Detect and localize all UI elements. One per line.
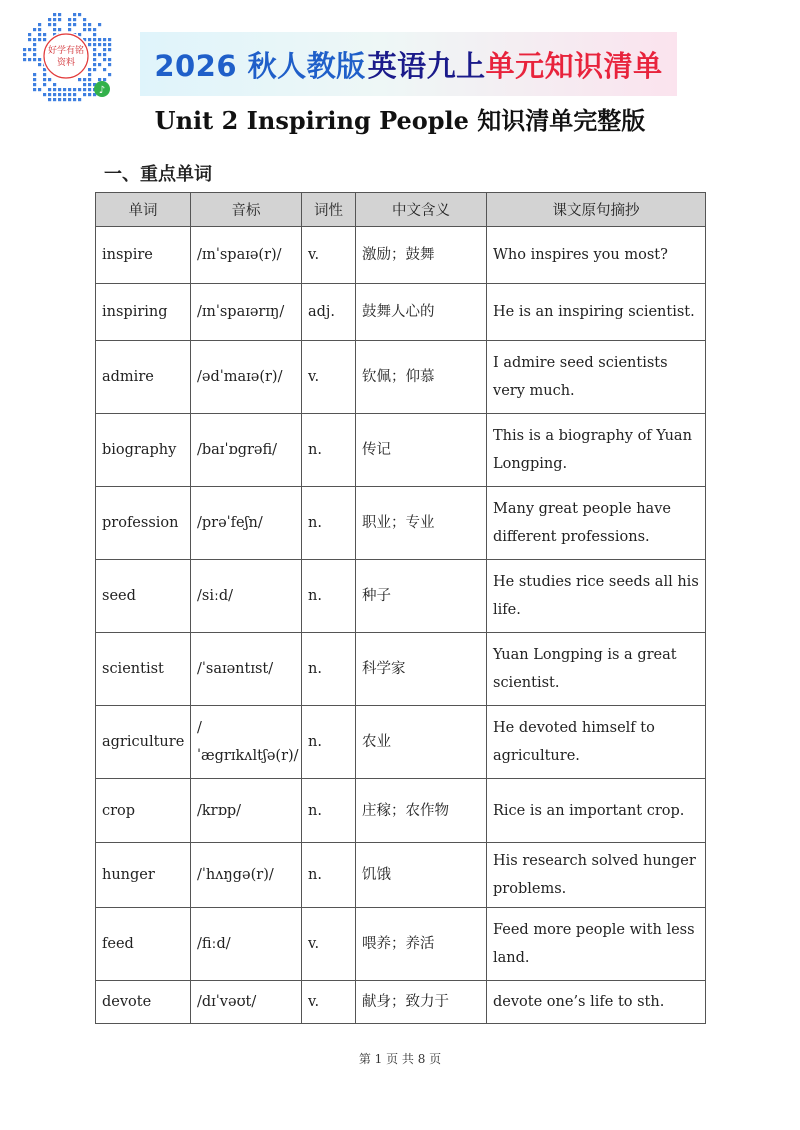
- word-cell: scientist: [96, 633, 191, 706]
- qr-dot: [63, 88, 66, 91]
- qr-dot: [73, 23, 76, 26]
- phonetic-cell: /ˈsaɪəntɪst/: [191, 633, 302, 706]
- qr-dot: [83, 23, 86, 26]
- qr-dot: [23, 48, 26, 51]
- pos-cell: adj.: [302, 284, 356, 341]
- phonetic-cell: /ədˈmaɪə(r)/: [191, 341, 302, 414]
- qr-dot: [98, 23, 101, 26]
- qr-dot: [93, 38, 96, 41]
- qr-dot: [88, 78, 91, 81]
- meaning-cell: 科学家: [356, 633, 487, 706]
- qr-dot: [108, 43, 111, 46]
- qr-dot: [98, 78, 101, 81]
- qr-dot: [83, 93, 86, 96]
- word-cell: profession: [96, 487, 191, 560]
- table-row: [96, 633, 706, 706]
- meaning-cell: 喂养；养活: [356, 908, 487, 981]
- table-row: [96, 341, 706, 414]
- qr-dot: [38, 58, 41, 61]
- qr-dot: [28, 33, 31, 36]
- table-row: [96, 487, 706, 560]
- word-cell: hunger: [96, 843, 191, 908]
- phonetic-cell: /dɪˈvəʊt/: [191, 981, 302, 1024]
- sentence-cell: Many great people have different professions.: [487, 487, 706, 560]
- phonetic-cell: /siːd/: [191, 560, 302, 633]
- pos-cell: v.: [302, 908, 356, 981]
- qr-dot: [53, 23, 56, 26]
- qr-dot: [73, 18, 76, 21]
- qr-dot: [43, 93, 46, 96]
- qr-dot: [48, 88, 51, 91]
- meaning-cell: 种子: [356, 560, 487, 633]
- qr-dot: [58, 88, 61, 91]
- meaning-cell: 职业；专业: [356, 487, 487, 560]
- sentence-cell: This is a biography of Yuan Longping.: [487, 414, 706, 487]
- sentence-cell: Who inspires you most?: [487, 227, 706, 284]
- qr-dot: [108, 48, 111, 51]
- qr-dot: [28, 48, 31, 51]
- pos-cell: n.: [302, 414, 356, 487]
- meaning-cell: 鼓舞人心的: [356, 284, 487, 341]
- table-row: [96, 227, 706, 284]
- qr-dot: [68, 93, 71, 96]
- qr-dot: [98, 63, 101, 66]
- sentence-cell: Yuan Longping is a great scientist.: [487, 633, 706, 706]
- phonetic-cell: /ˈhʌŋgə(r)/: [191, 843, 302, 908]
- meaning-cell: 传记: [356, 414, 487, 487]
- qr-dot: [38, 88, 41, 91]
- qr-dot: [83, 83, 86, 86]
- qr-dot: [83, 78, 86, 81]
- phonetic-cell: /fiːd/: [191, 908, 302, 981]
- qr-dot: [93, 43, 96, 46]
- qr-dot: [48, 23, 51, 26]
- qr-dot: [28, 58, 31, 61]
- phonetic-cell: /baɪˈɒgrəfi/: [191, 414, 302, 487]
- header-phonetic: 音标: [191, 193, 302, 227]
- qr-dot: [53, 13, 56, 16]
- qr-dot: [73, 93, 76, 96]
- pos-cell: n.: [302, 843, 356, 908]
- table-row: [96, 981, 706, 1024]
- table-header-row: [96, 193, 706, 227]
- pos-cell: n.: [302, 779, 356, 843]
- qr-dot: [43, 38, 46, 41]
- phonetic-cell: /ˈægrɪkʌltʃə(r)/: [191, 706, 302, 779]
- qr-dot: [33, 38, 36, 41]
- qr-dot: [23, 53, 26, 56]
- sentence-cell: I admire seed scientists very much.: [487, 341, 706, 414]
- qr-dot: [33, 88, 36, 91]
- qr-dot: [88, 23, 91, 26]
- vocabulary-table: [95, 192, 706, 1024]
- qr-dot: [103, 48, 106, 51]
- qr-dot: [93, 68, 96, 71]
- pos-cell: v.: [302, 981, 356, 1024]
- header-sentence: 课文原句摘抄: [487, 193, 706, 227]
- pos-cell: n.: [302, 560, 356, 633]
- qr-dot: [68, 28, 71, 31]
- qr-dot: [103, 43, 106, 46]
- qr-dot: [58, 18, 61, 21]
- qr-dot: [93, 63, 96, 66]
- qr-dot: [93, 48, 96, 51]
- qr-dot: [68, 88, 71, 91]
- table-row: [96, 414, 706, 487]
- qr-dot: [28, 38, 31, 41]
- title-banner: [140, 32, 677, 96]
- qr-dot: [38, 63, 41, 66]
- word-cell: feed: [96, 908, 191, 981]
- qr-dot: [78, 13, 81, 16]
- word-cell: seed: [96, 560, 191, 633]
- qr-dot: [88, 28, 91, 31]
- banner-topic: 单元知识清单: [485, 48, 663, 83]
- qr-dot: [103, 68, 106, 71]
- qr-dot: [83, 28, 86, 31]
- qr-dot: [33, 48, 36, 51]
- qr-dot: [108, 63, 111, 66]
- qr-dot: [93, 53, 96, 56]
- qr-logo: [14, 6, 118, 106]
- meaning-cell: 钦佩；仰慕: [356, 341, 487, 414]
- phonetic-cell: /krɒp/: [191, 779, 302, 843]
- svg-text:♪: ♪: [98, 85, 106, 96]
- sentence-cell: Feed more people with less land.: [487, 908, 706, 981]
- qr-dot: [88, 43, 91, 46]
- qr-dot: [53, 28, 56, 31]
- phonetic-cell: /ɪnˈspaɪərɪŋ/: [191, 284, 302, 341]
- meaning-cell: 农业: [356, 706, 487, 779]
- qr-dot: [33, 58, 36, 61]
- table-row: [96, 706, 706, 779]
- qr-dot: [88, 83, 91, 86]
- qr-dot: [53, 83, 56, 86]
- qr-dot: [73, 13, 76, 16]
- qr-dot: [98, 38, 101, 41]
- sentence-cell: His research solved hunger problems.: [487, 843, 706, 908]
- sentence-cell: He is an inspiring scientist.: [487, 284, 706, 341]
- word-cell: biography: [96, 414, 191, 487]
- qr-dot: [98, 53, 101, 56]
- qr-dot: [108, 73, 111, 76]
- qr-dot: [23, 58, 26, 61]
- sentence-cell: He studies rice seeds all his life.: [487, 560, 706, 633]
- qr-dot: [38, 38, 41, 41]
- qr-dot: [58, 13, 61, 16]
- qr-dot: [43, 33, 46, 36]
- header-pos: 词性: [302, 193, 356, 227]
- qr-dot: [53, 88, 56, 91]
- qr-dot: [43, 78, 46, 81]
- pos-cell: n.: [302, 633, 356, 706]
- meaning-cell: 献身；致力于: [356, 981, 487, 1024]
- word-cell: crop: [96, 779, 191, 843]
- qr-dot: [33, 43, 36, 46]
- word-cell: admire: [96, 341, 191, 414]
- qr-dot: [88, 68, 91, 71]
- meaning-cell: 激励；鼓舞: [356, 227, 487, 284]
- table-row: [96, 284, 706, 341]
- qr-dot: [93, 28, 96, 31]
- qr-dot: [93, 58, 96, 61]
- qr-dot: [103, 78, 106, 81]
- qr-dot: [33, 78, 36, 81]
- meaning-cell: 庄稼；农作物: [356, 779, 487, 843]
- qr-dot: [58, 93, 61, 96]
- qr-dot: [103, 38, 106, 41]
- table-row: [96, 779, 706, 843]
- qr-dot: [48, 93, 51, 96]
- qr-dot: [48, 78, 51, 81]
- qr-dot: [78, 88, 81, 91]
- svg-text:资料: 资料: [56, 58, 76, 68]
- qr-dot: [33, 28, 36, 31]
- pos-cell: n.: [302, 706, 356, 779]
- sentence-cell: devote one’s life to sth.: [487, 981, 706, 1024]
- qr-dot: [33, 83, 36, 86]
- pos-cell: n.: [302, 487, 356, 560]
- qr-dot: [38, 28, 41, 31]
- qr-dot: [108, 58, 111, 61]
- qr-dot: [83, 18, 86, 21]
- qr-dot: [83, 88, 86, 91]
- table-row: [96, 560, 706, 633]
- word-cell: devote: [96, 981, 191, 1024]
- meaning-cell: 饥饿: [356, 843, 487, 908]
- qr-dot: [108, 38, 111, 41]
- qr-dot: [43, 73, 46, 76]
- page-footer: 第 1 页 共 8 页: [358, 1052, 442, 1066]
- header-meaning: 中文含义: [356, 193, 487, 227]
- qr-dot: [93, 33, 96, 36]
- sentence-cell: Rice is an important crop.: [487, 779, 706, 843]
- qr-dot: [98, 43, 101, 46]
- table-row: [96, 908, 706, 981]
- qr-dot: [48, 18, 51, 21]
- qr-dot: [78, 78, 81, 81]
- pos-cell: v.: [302, 341, 356, 414]
- qr-dot: [58, 28, 61, 31]
- banner-edition: 2026 秋人教版: [154, 48, 366, 83]
- qr-dot: [88, 88, 91, 91]
- qr-dot: [63, 93, 66, 96]
- banner-subject: 英语九上: [367, 48, 486, 83]
- header-word: 单词: [96, 193, 191, 227]
- word-cell: inspiring: [96, 284, 191, 341]
- qr-dot: [88, 93, 91, 96]
- qr-dot: [38, 23, 41, 26]
- phonetic-cell: /prəˈfeʃn/: [191, 487, 302, 560]
- pos-cell: v.: [302, 227, 356, 284]
- table-row: [96, 843, 706, 908]
- qr-dot: [33, 73, 36, 76]
- qr-dot: [103, 53, 106, 56]
- qr-dot: [33, 53, 36, 56]
- qr-dot: [43, 83, 46, 86]
- svg-text:好学有铭: 好学有铭: [47, 46, 85, 56]
- qr-dot: [88, 73, 91, 76]
- qr-dot: [38, 33, 41, 36]
- section-heading: 一、重点单词: [104, 164, 212, 185]
- sentence-cell: He devoted himself to agriculture.: [487, 706, 706, 779]
- document-title: Unit 2 Inspiring People 知识清单完整版: [154, 106, 646, 135]
- qr-dot: [53, 93, 56, 96]
- word-cell: inspire: [96, 227, 191, 284]
- qr-dot: [73, 88, 76, 91]
- qr-dot: [88, 38, 91, 41]
- qr-dot: [103, 58, 106, 61]
- phonetic-cell: /ɪnˈspaɪə(r)/: [191, 227, 302, 284]
- qr-dot: [53, 18, 56, 21]
- word-cell: agriculture: [96, 706, 191, 779]
- qr-dot: [68, 23, 71, 26]
- qr-dot: [68, 18, 71, 21]
